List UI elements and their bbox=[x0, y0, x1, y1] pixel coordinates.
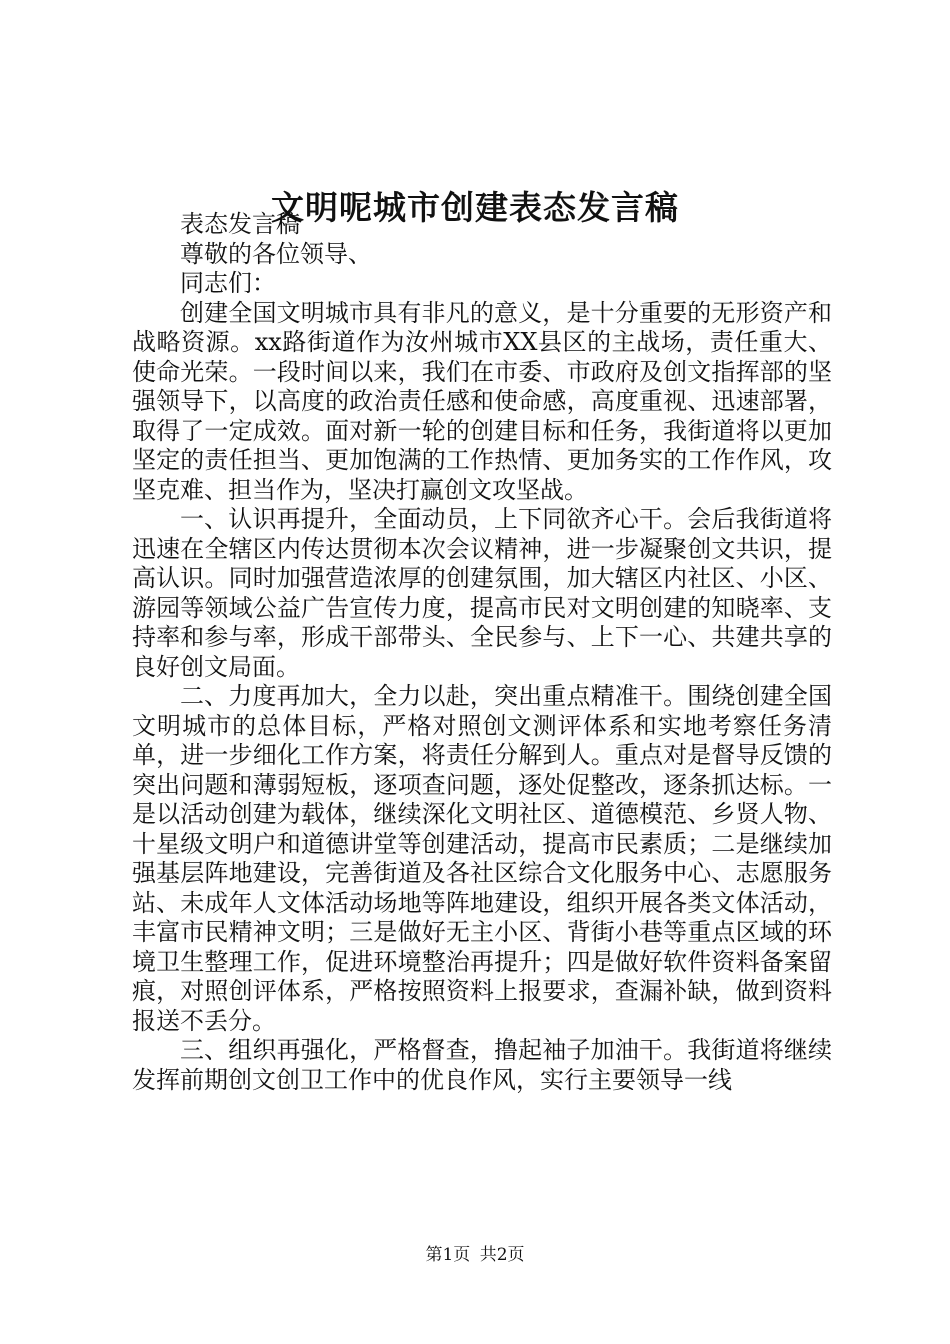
paragraph-section-3: 三、组织再强化，严格督查，撸起袖子加油干。我街道将继续发挥前期创文创卫工作中的优良作风，实行主要领导一线 bbox=[132, 1036, 832, 1094]
paragraph-section-1: 一、认识再提升，全面动员，上下同欲齐心干。会后我街道将迅速在全辖区内传达贯彻本次会议精神，进一步凝聚创文共识，提高认识。同时加强营造浓厚的创建氛围，加大辖区内社区、小区、游园等领域公益广告宣传力度，提高市民对文明创建的知晓率、支持率和参与率，形成干部带头、全民参与、上下一心、共建共享的良好创文局面。 bbox=[132, 505, 832, 681]
paragraph-section-2: 二、力度再加大，全力以赴，突出重点精准干。围绕创建全国文明城市的总体目标，严格对照创文测评体系和实地考察任务清单，进一步细化工作方案，将责任分解到人。重点对是督导反馈的突出问题和薄弱短板，逐项查问题，逐处促整改，逐条抓达标。一是以活动创建为载体，继续深化文明社区、道德模范、乡贤人物、十星级文明户和道德讲堂等创建活动，提高市民素质；二是继续加强基层阵地建设，完善街道及各社区综合文化服务中心、志愿服务站、未成年人文体活动场地等阵地建设，组织开展各类文体活动，丰富市民精神文明；三是做好无主小区、背街小巷等重点区域的环境卫生整理工作，促进环境整治再提升；四是做好软件资料备案留痕，对照创评体系，严格按照资料上报要求，查漏补缺，做到资料报送不丢分。 bbox=[132, 682, 832, 1035]
page-footer bbox=[0, 1243, 950, 1267]
page-total: 共2页 bbox=[479, 1245, 525, 1265]
paragraph-heading: 表态发言稿 bbox=[180, 210, 300, 238]
page-number: 第1页 bbox=[425, 1245, 471, 1265]
paragraph-salutation-2: 同志们： bbox=[180, 269, 276, 297]
document-body bbox=[132, 210, 832, 1095]
document-title: 文明呢城市创建表态发言稿 bbox=[271, 188, 679, 227]
paragraph-salutation-1: 尊敬的各位领导、 bbox=[180, 239, 372, 268]
paragraph-intro: 创建全国文明城市具有非凡的意义，是十分重要的无形资产和战略资源。xx路街道作为汝州城市XX县区的主战场，责任重大、使命光荣。一段时间以来，我们在市委、市政府及创文指挥部的坚强领导下，以高度的政治责任感和使命感，高度重视、迅速部署，取得了一定成效。面对新一轮的创建目标和任务，我街道将以更加坚定的责任担当、更加饱满的工作热情、更加务实的工作作风，攻坚克难、担当作为，坚决打赢创文攻坚战。 bbox=[132, 298, 832, 504]
